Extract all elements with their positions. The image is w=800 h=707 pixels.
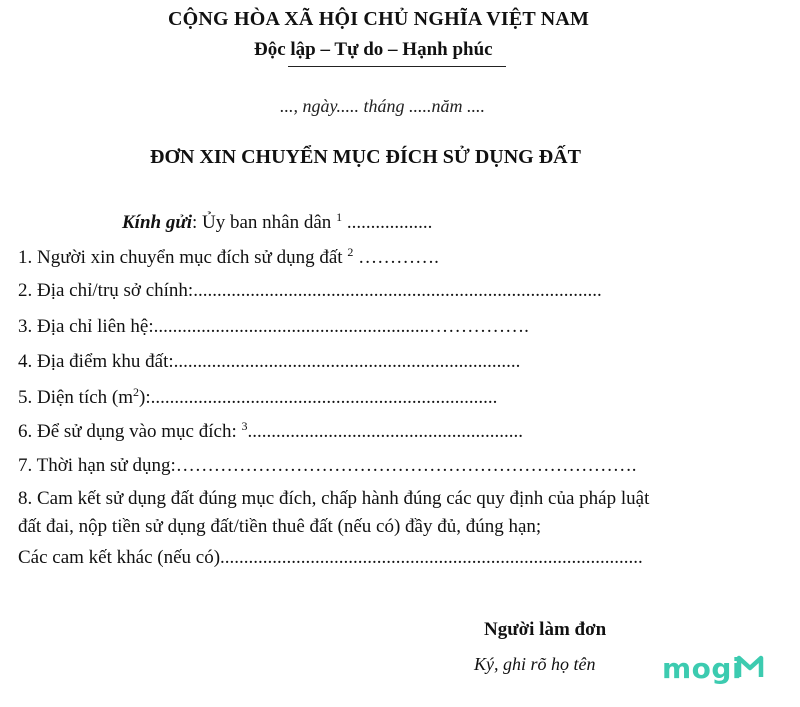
- other-commitments: Các cam kết khác (nếu có).........................................................................................: [18, 547, 643, 568]
- field-head-office: 2. Địa chỉ/trụ sở chính:......................................................................................: [18, 280, 602, 301]
- recipient-text: : Ủy ban nhân dân: [192, 212, 337, 233]
- mogi-m-icon: [736, 654, 764, 680]
- field-duration: 7. Thời hạn sử dụng:……………………………………………………………….: [18, 455, 637, 476]
- area-unit-exponent: 2: [133, 385, 140, 399]
- signature-title: Người làm đơn: [484, 619, 607, 640]
- field-contact-address: 3. Địa chỉ liên hệ:..........................................................…………….: [18, 316, 529, 337]
- form-title: ĐƠN XIN CHUYỂN MỤC ĐÍCH SỬ DỤNG ĐẤT: [150, 146, 581, 168]
- signature-instruction: Ký, ghi rõ họ tên: [474, 654, 596, 674]
- field-applicant-label: 1. Người xin chuyển mục đích sử dụng đất: [18, 247, 348, 268]
- national-motto: Độc lập – Tự do – Hạnh phúc: [254, 39, 493, 60]
- footnote-1: 1: [336, 210, 343, 224]
- field-area: [18, 385, 497, 409]
- mogi-logo: [662, 652, 742, 688]
- mogi-logo-text: mogi: [662, 652, 743, 685]
- footnote-2: 2: [347, 245, 354, 259]
- field-area-dots: ):.........................................................................: [139, 387, 498, 408]
- recipient-label: Kính gửi: [122, 212, 192, 233]
- field-applicant: [18, 245, 439, 269]
- national-title: CỘNG HÒA XÃ HỘI CHỦ NGHĨA VIỆT NAM: [168, 8, 590, 30]
- motto-underline: [288, 66, 506, 67]
- date-line: ..., ngày..... tháng .....năm ....: [280, 96, 485, 116]
- field-purpose: [18, 419, 523, 443]
- recipient-dots: ..................: [342, 212, 433, 233]
- field-purpose-label: 6. Để sử dụng vào mục đích:: [18, 421, 242, 442]
- commitment-line-2: đất đai, nộp tiền sử dụng đất/tiền thuê đất (nếu có) đầy đủ, đúng hạn;: [18, 516, 542, 537]
- commitment-line-1: 8. Cam kết sử dụng đất đúng mục đích, chấp hành đúng các quy định của pháp luật: [18, 488, 650, 509]
- footnote-3: 3: [241, 419, 248, 433]
- field-land-location: 4. Địa điểm khu đất:.........................................................................: [18, 351, 521, 372]
- field-purpose-dots: ..........................................................: [247, 421, 523, 442]
- field-area-label: 5. Diện tích (m: [18, 387, 134, 408]
- field-applicant-dots: ………….: [353, 247, 439, 268]
- recipient-line: [122, 210, 432, 234]
